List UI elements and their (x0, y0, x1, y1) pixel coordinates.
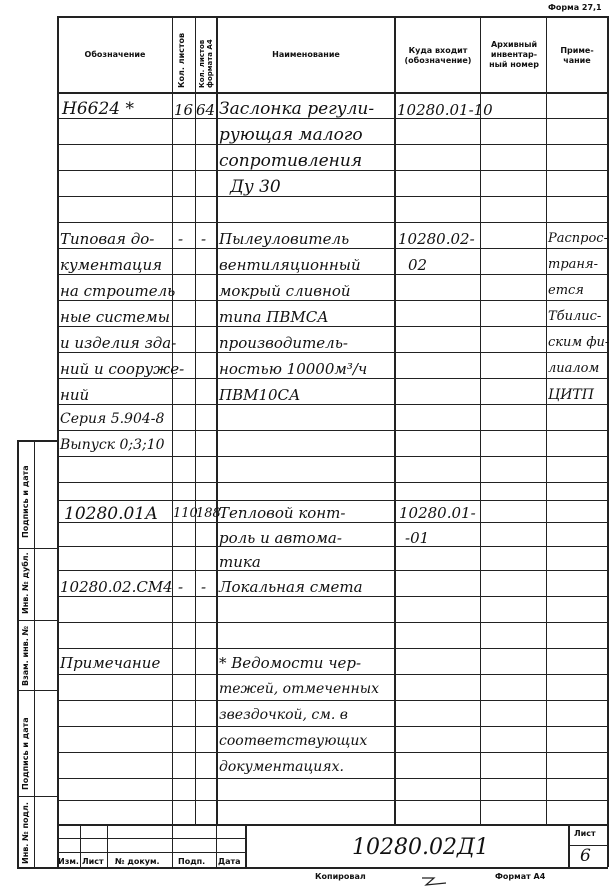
entry5-name-5: документациях. (219, 759, 344, 775)
entry1-name-1: Заслонка регули- (219, 99, 375, 119)
entry2-designation-8: Серия 5.904-8 (60, 411, 165, 427)
entry2-name-7: ПВМ10СА (219, 386, 301, 404)
form-label: Форма 27,1 (548, 3, 602, 12)
entry2-count: - (178, 230, 184, 248)
entry2-designation-2: кументация (60, 256, 163, 274)
entry4-designation: 10280.02.СМ4 (60, 578, 173, 596)
entry5-name-4: соответствующих (219, 733, 368, 749)
entry2-note-7: ЦИТП (548, 387, 594, 403)
entry3-name-3: тика (219, 553, 261, 571)
header-designation: Обозначение (84, 50, 146, 59)
entry2-name-5: производитель- (219, 334, 348, 352)
tb-col-doc: № докум. (115, 857, 160, 866)
entry2-name-2: вентиляционный (219, 256, 361, 274)
entry2-designation-9: Выпуск 0;3;10 (60, 437, 165, 453)
entry2-designation-1: Типовая до- (60, 230, 155, 248)
entry3-name-1: Тепловой конт- (219, 504, 346, 522)
entry2-name-6: ностью 10000м³/ч (219, 360, 368, 378)
entry2-note-4: Тбилис- (548, 309, 602, 324)
side-label-signature-date-1: Подпись и дата (21, 465, 30, 538)
entry1-designation: Н6624 * (62, 99, 134, 119)
side-label-signature-date-2: Подпись и дата (21, 717, 30, 790)
entry3-designation: 10280.01А (64, 504, 158, 524)
header-archive: Архивный инвентар-ный номер (489, 40, 539, 69)
entry2-name-1: Пылеуловитель (219, 230, 350, 248)
tb-col-sign: Подп. (178, 857, 206, 866)
side-label-orig-inv: Инв. № подл. (21, 802, 30, 864)
entry5-name-2: тежей, отмеченных (219, 681, 380, 697)
entry2-where-2: 02 (408, 256, 428, 274)
entry5-designation: Примечание (60, 654, 161, 672)
entry2-name-4: типа ПВМСА (219, 308, 329, 326)
entry2-note-6: лиалом (548, 361, 600, 376)
side-label-replace-inv: Взам. инв. № (21, 625, 30, 686)
entry5-name-3: звездочкой, см. в (219, 707, 348, 723)
entry2-note-1: Распрос- (548, 231, 608, 246)
header-name: Наименование (272, 50, 340, 59)
header-sheets-count: Кол. листов (177, 32, 186, 88)
copied-signature-icon (420, 872, 448, 880)
entry3-count: 110 (173, 506, 198, 521)
entry2-designation-3: на строитель (60, 282, 176, 300)
entry3-name-2: роль и автома- (219, 529, 342, 547)
entry2-note-5: ским фи- (548, 335, 609, 350)
entry2-note-2: траня- (548, 257, 598, 272)
entry1-name-4: Ду 30 (230, 177, 281, 197)
entry1-a4: 64 (196, 101, 216, 119)
entry1-name-3: сопротивления (219, 151, 363, 171)
header-where-used: Куда входит (обозначение) (404, 46, 472, 65)
entry2-designation-7: ний (60, 386, 90, 404)
side-label-dup-inv: Инв. № дубл. (21, 552, 30, 614)
entry2-designation-5: и изделия зда- (60, 334, 177, 352)
tb-sheet-number: 6 (580, 846, 591, 866)
header-sheets-a4: Кол. листов формата А4 (198, 39, 214, 88)
header-note: Приме-чание (560, 46, 594, 65)
entry3-where-1: 10280.01- (399, 504, 476, 522)
entry2-name-3: мокрый сливной (219, 282, 351, 300)
entry2-where-1: 10280.02- (398, 230, 475, 248)
tb-col-date: Дата (218, 857, 241, 866)
entry3-a4: 188 (196, 506, 221, 521)
entry1-where: 10280.01-10 (397, 101, 493, 119)
entry1-name-2: рующая малого (219, 125, 363, 145)
tb-sheet-label: Лист (574, 829, 596, 838)
entry2-designation-6: ний и сооруже- (60, 360, 185, 378)
entry1-count: 16 (174, 101, 194, 119)
entry5-name-1: * Ведомости чер- (219, 654, 362, 672)
entry4-a4: - (201, 578, 207, 596)
entry4-count: - (178, 578, 184, 596)
tb-col-change: Изм. (58, 857, 79, 866)
tb-doc-code: 10280.02Д1 (352, 835, 489, 860)
entry4-name: Локальная смета (219, 578, 363, 596)
entry2-note-3: ется (548, 283, 584, 298)
tb-col-sheet: Лист (82, 857, 104, 866)
footer-format: Формат А4 (495, 872, 546, 881)
entry2-a4: - (201, 230, 207, 248)
entry3-where-2: -01 (405, 529, 430, 547)
entry2-designation-4: ные системы (60, 308, 170, 326)
footer-copied: Копировал (315, 872, 366, 881)
